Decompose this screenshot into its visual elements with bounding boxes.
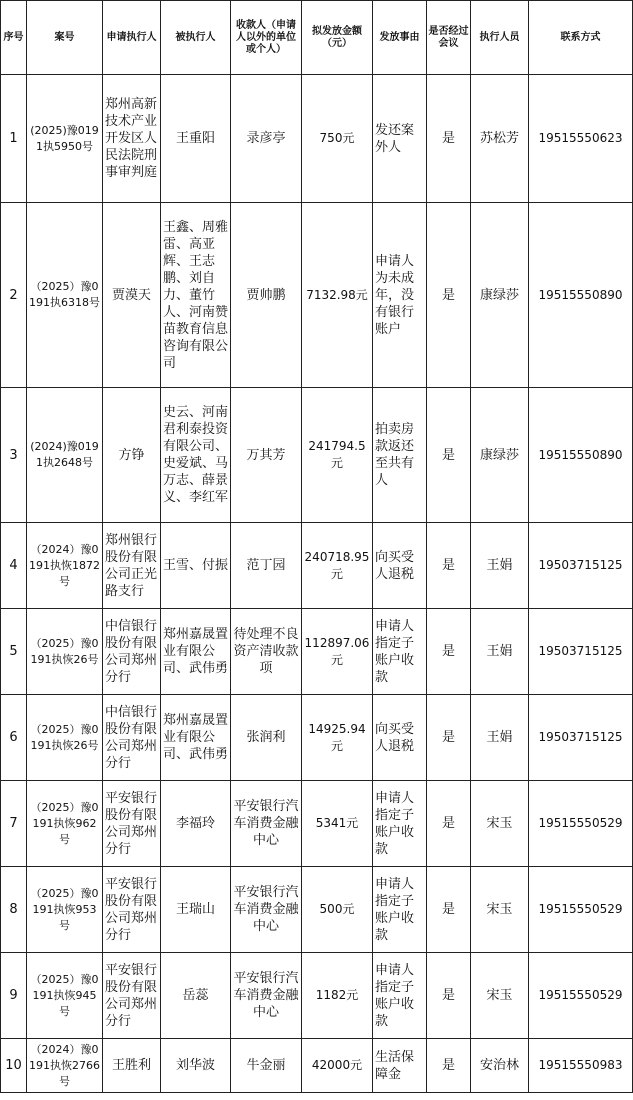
cell-reason: 申请人指定子账户收款 xyxy=(373,609,427,695)
cell-amount: 240718.95元 xyxy=(302,523,373,609)
cell-applicant: 平安银行股份有限公司郑州分行 xyxy=(103,867,161,953)
cell-case-no: (2024)豫0191执2648号 xyxy=(27,388,103,523)
cell-contact: 19515550890 xyxy=(529,203,633,388)
cell-seq: 2 xyxy=(1,203,27,388)
cell-applicant: 平安银行股份有限公司郑州分行 xyxy=(103,953,161,1039)
cell-amount: 112897.06元 xyxy=(302,609,373,695)
cell-case-no: （2025）豫0191执恢962号 xyxy=(27,781,103,867)
cell-officer: 康绿莎 xyxy=(471,203,529,388)
table-row xyxy=(1,388,633,523)
cell-amount: 500元 xyxy=(302,867,373,953)
cell-payee: 牛金丽 xyxy=(231,1039,302,1093)
cell-payee: 万其芳 xyxy=(231,388,302,523)
table-row xyxy=(1,695,633,781)
cell-reason: 申请人指定子账户收款 xyxy=(373,867,427,953)
header-payee: 收款人（申请人以外的单位或个人） xyxy=(231,1,302,75)
cell-payee: 待处理不良资产清收款项 xyxy=(231,609,302,695)
cell-respondent: 王雪、付振 xyxy=(161,523,231,609)
cell-seq: 8 xyxy=(1,867,27,953)
cell-respondent: 岳蕊 xyxy=(161,953,231,1039)
cell-reason: 生活保障金 xyxy=(373,1039,427,1093)
cell-case-no: （2024）豫0191执恢1872号 xyxy=(27,523,103,609)
header-applicant: 申请执行人 xyxy=(103,1,161,75)
cell-amount: 241794.5元 xyxy=(302,388,373,523)
cell-reason: 发还案外人 xyxy=(373,75,427,203)
cell-respondent: 王重阳 xyxy=(161,75,231,203)
cell-seq: 10 xyxy=(1,1039,27,1093)
cell-payee: 范丁园 xyxy=(231,523,302,609)
header-reason: 发放事由 xyxy=(373,1,427,75)
cell-respondent: 李福玲 xyxy=(161,781,231,867)
cell-meeting: 是 xyxy=(427,953,471,1039)
cell-applicant: 中信银行股份有限公司郑州分行 xyxy=(103,695,161,781)
cell-contact: 19503715125 xyxy=(529,695,633,781)
header-case-no: 案号 xyxy=(27,1,103,75)
cell-applicant: 平安银行股份有限公司郑州分行 xyxy=(103,781,161,867)
cell-meeting: 是 xyxy=(427,1039,471,1093)
cell-contact: 19515550623 xyxy=(529,75,633,203)
header-officer: 执行人员 xyxy=(471,1,529,75)
cell-respondent: 史云、河南君利泰投资有限公司、史爱斌、马万志、薛景义、李红军 xyxy=(161,388,231,523)
cell-seq: 9 xyxy=(1,953,27,1039)
cell-meeting: 是 xyxy=(427,203,471,388)
table-row xyxy=(1,609,633,695)
cell-case-no: （2025）豫0191执恢26号 xyxy=(27,609,103,695)
cell-officer: 王娟 xyxy=(471,523,529,609)
header-meeting: 是否经过会议 xyxy=(427,1,471,75)
cell-officer: 王娟 xyxy=(471,695,529,781)
cell-reason: 向买受人退税 xyxy=(373,523,427,609)
cell-amount: 7132.98元 xyxy=(302,203,373,388)
cell-reason: 申请人为未成年，没有银行账户 xyxy=(373,203,427,388)
cell-reason: 申请人指定子账户收款 xyxy=(373,781,427,867)
cell-case-no: （2024）豫0191执恢2766号 xyxy=(27,1039,103,1093)
cell-officer: 宋玉 xyxy=(471,867,529,953)
header-respondent: 被执行人 xyxy=(161,1,231,75)
table-row xyxy=(1,953,633,1039)
cell-officer: 王娟 xyxy=(471,609,529,695)
table-row xyxy=(1,75,633,203)
cell-officer: 宋玉 xyxy=(471,781,529,867)
cell-amount: 5341元 xyxy=(302,781,373,867)
header-row xyxy=(1,1,633,75)
cell-respondent: 郑州嘉晟置业有限公司、武伟勇 xyxy=(161,695,231,781)
header-contact: 联系方式 xyxy=(529,1,633,75)
cell-contact: 19503715125 xyxy=(529,609,633,695)
table-row xyxy=(1,1039,633,1093)
table-row xyxy=(1,203,633,388)
cell-officer: 康绿莎 xyxy=(471,388,529,523)
cell-meeting: 是 xyxy=(427,388,471,523)
header-amount: 拟发放金额（元） xyxy=(302,1,373,75)
header-seq: 序号 xyxy=(1,1,27,75)
cell-respondent: 郑州嘉晟置业有限公司、武伟勇 xyxy=(161,609,231,695)
cell-payee: 录彦亭 xyxy=(231,75,302,203)
cell-reason: 向买受人退税 xyxy=(373,695,427,781)
cell-applicant: 郑州银行股份有限公司正光路支行 xyxy=(103,523,161,609)
cell-applicant: 方铮 xyxy=(103,388,161,523)
cell-seq: 1 xyxy=(1,75,27,203)
cell-payee: 平安银行汽车消费金融中心 xyxy=(231,867,302,953)
cell-officer: 安治林 xyxy=(471,1039,529,1093)
cell-amount: 14925.94元 xyxy=(302,695,373,781)
cell-contact: 19503715125 xyxy=(529,523,633,609)
cell-case-no: （2025）豫0191执6318号 xyxy=(27,203,103,388)
cell-amount: 42000元 xyxy=(302,1039,373,1093)
cell-seq: 4 xyxy=(1,523,27,609)
cell-payee: 贾帅鹏 xyxy=(231,203,302,388)
cell-respondent: 王鑫、周雅雷、高亚辉、王志鹏、刘自力、董竹人、河南赞苗教育信息咨询有限公司 xyxy=(161,203,231,388)
cell-payee: 平安银行汽车消费金融中心 xyxy=(231,781,302,867)
cell-amount: 750元 xyxy=(302,75,373,203)
cell-applicant: 中信银行股份有限公司郑州分行 xyxy=(103,609,161,695)
cell-payee: 平安银行汽车消费金融中心 xyxy=(231,953,302,1039)
cell-seq: 5 xyxy=(1,609,27,695)
cell-applicant: 贾漠天 xyxy=(103,203,161,388)
cell-seq: 6 xyxy=(1,695,27,781)
cell-case-no: （2025）豫0191执恢953号 xyxy=(27,867,103,953)
cell-contact: 19515550890 xyxy=(529,388,633,523)
cell-contact: 19515550529 xyxy=(529,953,633,1039)
cell-case-no: (2025)豫0191执5950号 xyxy=(27,75,103,203)
table-row xyxy=(1,781,633,867)
cell-seq: 7 xyxy=(1,781,27,867)
cell-case-no: （2025）豫0191执恢945号 xyxy=(27,953,103,1039)
cell-meeting: 是 xyxy=(427,695,471,781)
table-row xyxy=(1,523,633,609)
table-row xyxy=(1,867,633,953)
cell-payee: 张润利 xyxy=(231,695,302,781)
cell-applicant: 王胜利 xyxy=(103,1039,161,1093)
cell-meeting: 是 xyxy=(427,609,471,695)
cell-meeting: 是 xyxy=(427,75,471,203)
cell-contact: 19515550983 xyxy=(529,1039,633,1093)
cell-meeting: 是 xyxy=(427,781,471,867)
cell-respondent: 王瑞山 xyxy=(161,867,231,953)
cell-amount: 1182元 xyxy=(302,953,373,1039)
cell-applicant: 郑州高新技术产业开发区人民法院刑事审判庭 xyxy=(103,75,161,203)
cell-respondent: 刘华波 xyxy=(161,1039,231,1093)
cell-case-no: （2025）豫0191执恢26号 xyxy=(27,695,103,781)
cell-contact: 19515550529 xyxy=(529,781,633,867)
cell-officer: 苏松芳 xyxy=(471,75,529,203)
cell-contact: 19515550529 xyxy=(529,867,633,953)
cell-officer: 宋玉 xyxy=(471,953,529,1039)
cell-reason: 拍卖房款返还至共有人 xyxy=(373,388,427,523)
cell-meeting: 是 xyxy=(427,523,471,609)
cell-seq: 3 xyxy=(1,388,27,523)
cell-meeting: 是 xyxy=(427,867,471,953)
cell-reason: 申请人指定子账户收款 xyxy=(373,953,427,1039)
